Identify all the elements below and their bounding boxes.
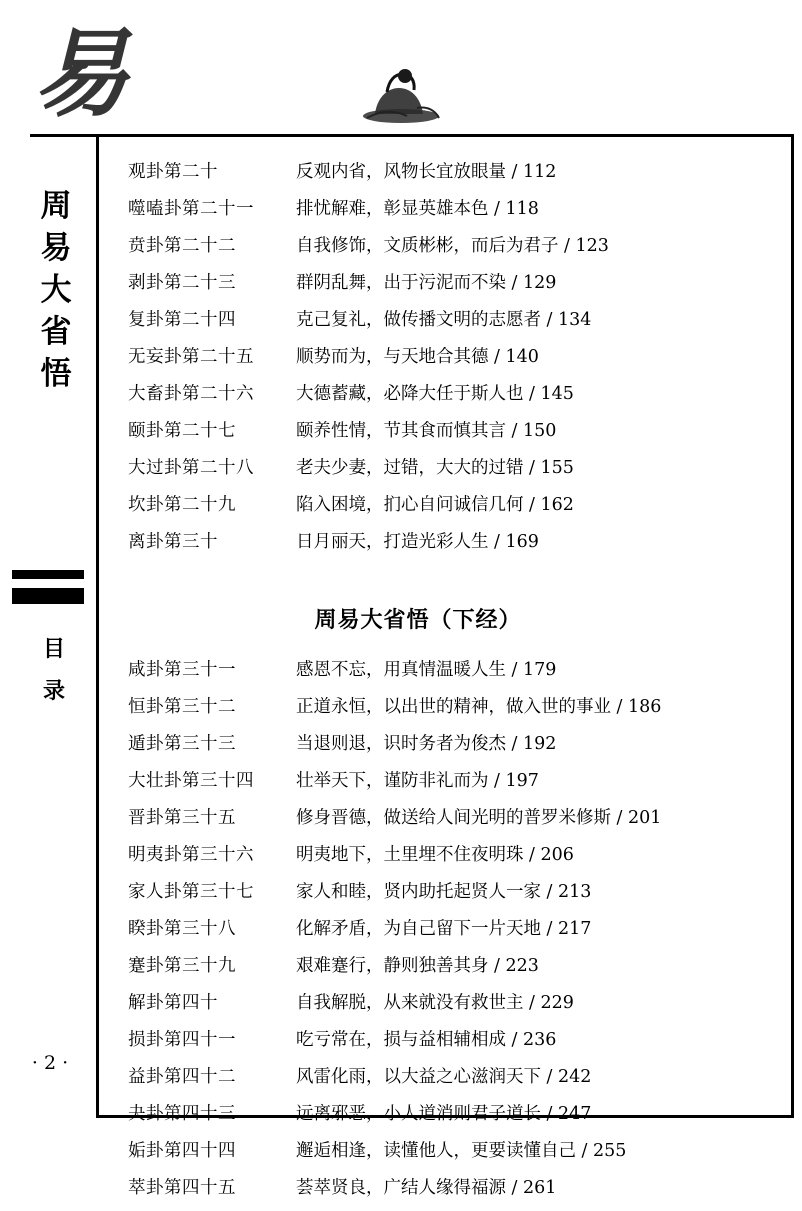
toc-entry-title: 大畜卦第二十六	[128, 384, 254, 404]
toc-entry-title: 益卦第四十二	[128, 1067, 236, 1087]
catalog-char-2: 录	[42, 678, 65, 704]
toc-entry-desc: 自我修饰，文质彬彬，而后为君子 / 123	[296, 236, 609, 256]
toc-entry[interactable]	[128, 417, 768, 454]
toc-entry-desc: 感恩不忘，用真情温暖人生 / 179	[296, 660, 557, 680]
toc-entry[interactable]	[128, 693, 768, 730]
toc-entry-desc: 老夫少妻，过错，大大的过错 / 155	[296, 458, 574, 478]
toc-entry-desc: 日月丽天，打造光彩人生 / 169	[296, 532, 539, 552]
toc-entry-desc: 反观内省，风物长宜放眼量 / 112	[296, 162, 557, 182]
toc-entry-title: 遁卦第三十三	[128, 734, 236, 754]
toc-entry-title: 家人卦第三十七	[128, 882, 254, 902]
toc-entry[interactable]	[128, 878, 768, 915]
catalog-char-1: 目	[42, 636, 65, 662]
toc-entry[interactable]	[128, 491, 768, 528]
toc-entry-title: 颐卦第二十七	[128, 421, 236, 441]
toc-entry-desc: 风雷化雨，以大益之心滋润天下 / 242	[296, 1067, 592, 1087]
toc-entry-desc: 颐养性情，节其食而慎其言 / 150	[296, 421, 557, 441]
toc-entry[interactable]	[128, 841, 768, 878]
frame-rule-right	[791, 134, 794, 1118]
toc-entry[interactable]	[128, 915, 768, 952]
spine-char-3: 大	[40, 272, 72, 308]
toc-entry-desc: 家人和睦，贤内助托起贤人一家 / 213	[296, 882, 592, 902]
toc-entry-title: 夬卦第四十三	[128, 1104, 236, 1124]
catalog-label	[30, 628, 78, 712]
toc-entry-title: 贲卦第二十二	[128, 236, 236, 256]
toc-entry-title: 恒卦第三十二	[128, 697, 236, 717]
toc-entry[interactable]	[128, 1174, 768, 1211]
toc-entry-desc: 荟萃贤良，广结人缘得福源 / 261	[296, 1178, 557, 1198]
toc-entry-title: 姤卦第四十四	[128, 1141, 236, 1161]
frame-rule-left	[96, 134, 99, 1118]
toc-entry[interactable]	[128, 343, 768, 380]
toc-entry[interactable]	[128, 1063, 768, 1100]
spine-char-5: 悟	[40, 356, 72, 392]
toc-entry-title: 复卦第二十四	[128, 310, 236, 330]
toc-entry[interactable]	[128, 232, 768, 269]
toc-entry-title: 大过卦第二十八	[128, 458, 254, 478]
frame-rule-top	[30, 134, 794, 137]
toc-entry-desc: 排忧解难，彰显英雄本色 / 118	[296, 199, 539, 219]
toc-entry-desc: 陷入困境，扪心自问诚信几何 / 162	[296, 495, 574, 515]
toc-entry-desc: 化解矛盾，为自己留下一片天地 / 217	[296, 919, 592, 939]
table-of-contents	[128, 158, 768, 1211]
toc-entry[interactable]	[128, 730, 768, 767]
decorative-bar-lower	[12, 588, 84, 604]
toc-entry-title: 坎卦第二十九	[128, 495, 236, 515]
toc-entry-title: 剥卦第二十三	[128, 273, 236, 293]
toc-entry-desc: 顺势而为，与天地合其德 / 140	[296, 347, 539, 367]
decorative-bar-upper	[12, 570, 84, 579]
toc-entry-title: 损卦第四十一	[128, 1030, 236, 1050]
toc-entry[interactable]	[128, 1137, 768, 1174]
ink-illustration	[355, 58, 447, 130]
spine-char-4: 省	[40, 314, 72, 350]
toc-entry[interactable]	[128, 1026, 768, 1063]
toc-entry-title: 大壮卦第三十四	[128, 771, 254, 791]
toc-entry[interactable]	[128, 804, 768, 841]
toc-entry-title: 萃卦第四十五	[128, 1178, 236, 1198]
toc-entry-title: 无妄卦第二十五	[128, 347, 254, 367]
toc-section-lower	[128, 656, 768, 1211]
toc-entry-desc: 修身晋德，做送给人间光明的普罗米修斯 / 201	[296, 808, 662, 828]
toc-entry-title: 离卦第三十	[128, 532, 218, 552]
toc-entry-desc: 吃亏常在，损与益相辅相成 / 236	[296, 1030, 557, 1050]
toc-entry-desc: 群阴乱舞，出于污泥而不染 / 129	[296, 273, 557, 293]
toc-entry-title: 明夷卦第三十六	[128, 845, 254, 865]
toc-entry[interactable]	[128, 306, 768, 343]
toc-entry-desc: 邂逅相逢，读懂他人，更要读懂自己 / 255	[296, 1141, 627, 1161]
toc-entry-desc: 艰难蹇行，静则独善其身 / 223	[296, 956, 539, 976]
toc-entry[interactable]	[128, 269, 768, 306]
toc-section-upper	[128, 158, 768, 565]
toc-entry-title: 蹇卦第三十九	[128, 956, 236, 976]
toc-entry[interactable]	[128, 767, 768, 804]
toc-entry-desc: 远离邪恶，小人道消则君子道长 / 247	[296, 1104, 592, 1124]
spine-char-2: 易	[40, 230, 72, 266]
toc-entry-title: 噬嗑卦第二十一	[128, 199, 254, 219]
toc-entry[interactable]	[128, 158, 768, 195]
book-spine-title	[28, 185, 84, 395]
toc-entry-title: 咸卦第三十一	[128, 660, 236, 680]
toc-entry[interactable]	[128, 656, 768, 693]
toc-entry[interactable]	[128, 195, 768, 232]
toc-entry-desc: 自我解脱，从来就没有救世主 / 229	[296, 993, 574, 1013]
toc-entry[interactable]	[128, 952, 768, 989]
toc-entry-title: 解卦第四十	[128, 993, 218, 1013]
toc-entry-desc: 当退则退，识时务者为俊杰 / 192	[296, 734, 557, 754]
toc-entry-title: 观卦第二十	[128, 162, 218, 182]
toc-entry[interactable]	[128, 528, 768, 565]
toc-entry-desc: 大德蓄藏，必降大任于斯人也 / 145	[296, 384, 574, 404]
section-heading-lower: 周易大省悟（下经）	[314, 607, 522, 633]
toc-entry[interactable]	[128, 454, 768, 491]
spine-char-1: 周	[40, 188, 72, 224]
brush-calligraphy-logo: 易	[33, 17, 129, 130]
toc-entry[interactable]	[128, 1100, 768, 1137]
toc-entry-desc: 正道永恒，以出世的精神，做入世的事业 / 186	[296, 697, 662, 717]
toc-entry-desc: 壮举天下，谨防非礼而为 / 197	[296, 771, 539, 791]
toc-entry[interactable]	[128, 989, 768, 1026]
toc-entry-desc: 明夷地下，土里埋不住夜明珠 / 206	[296, 845, 574, 865]
toc-entry-title: 晋卦第三十五	[128, 808, 236, 828]
toc-entry-desc: 克己复礼，做传播文明的志愿者 / 134	[296, 310, 592, 330]
toc-entry-title: 睽卦第三十八	[128, 919, 236, 939]
page-number: · 2 ·	[31, 1052, 69, 1074]
toc-entry[interactable]	[128, 380, 768, 417]
